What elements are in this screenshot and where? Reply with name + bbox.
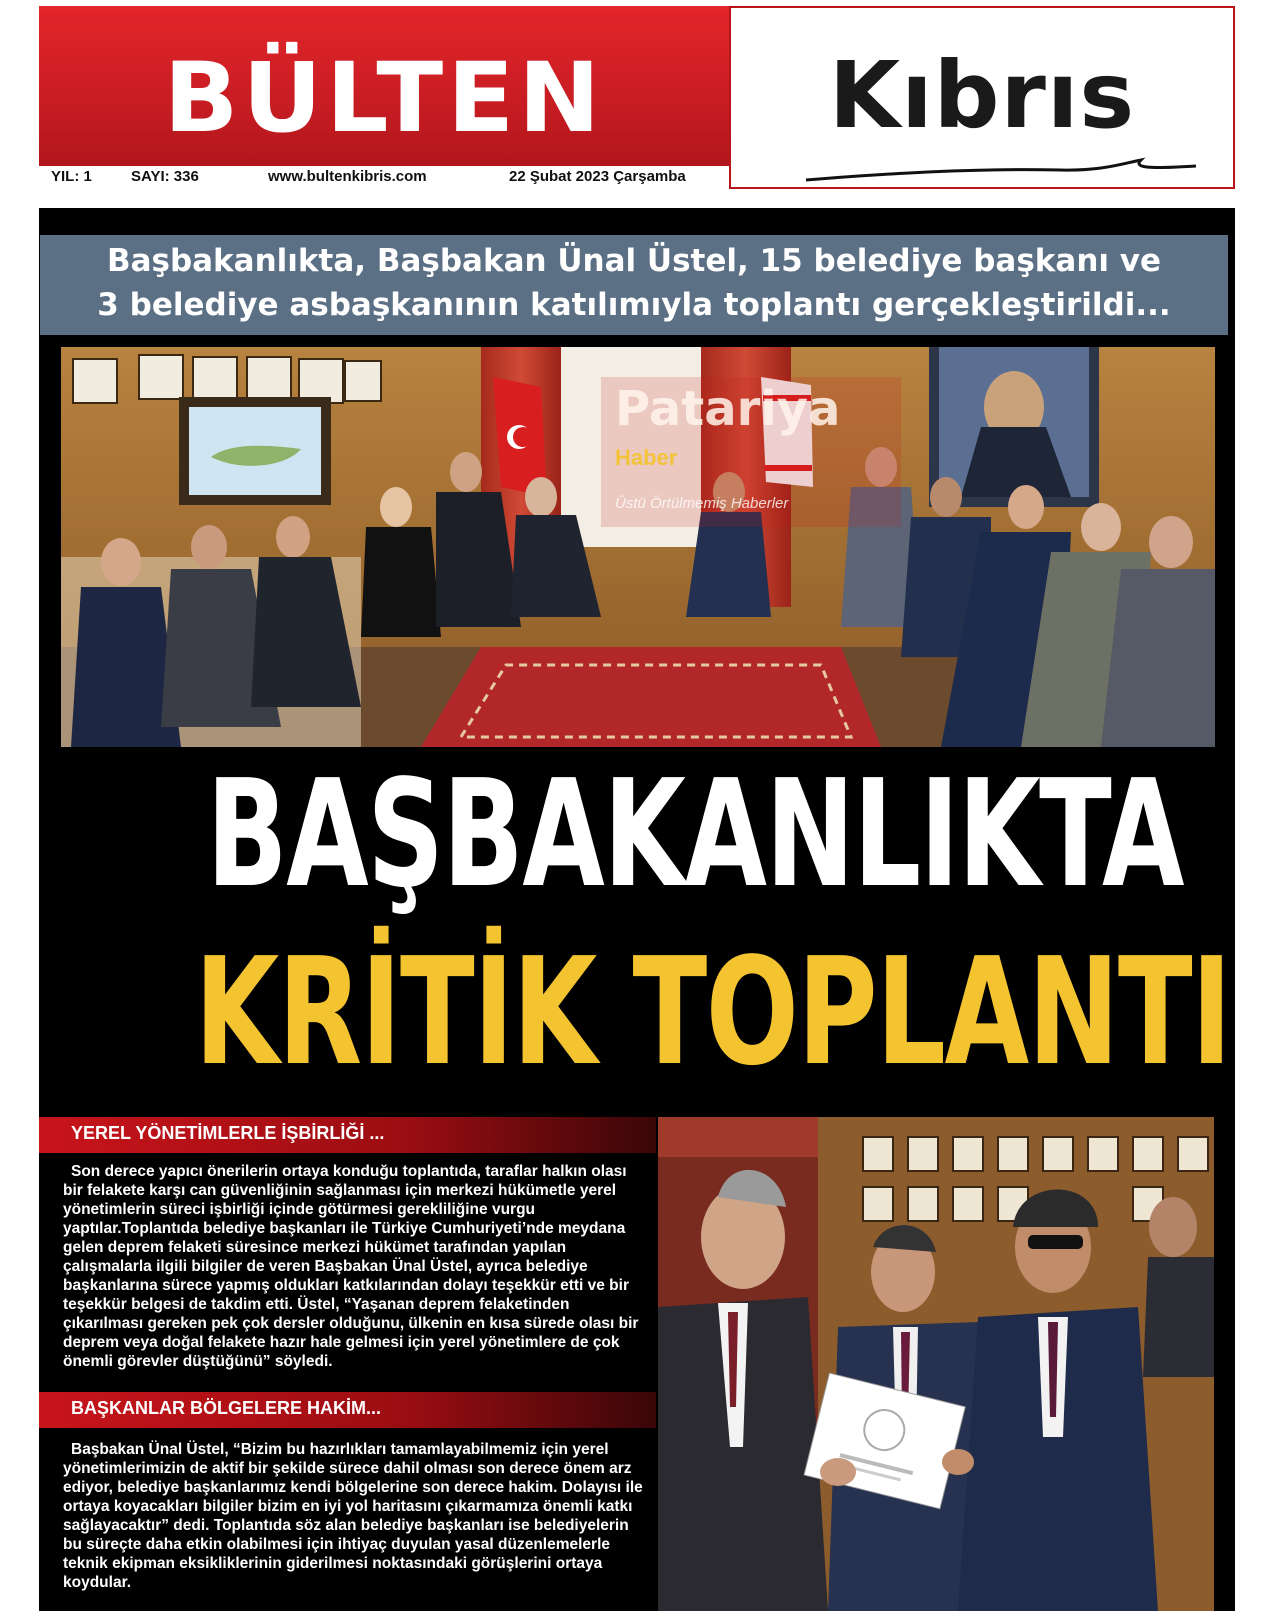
- section-1-text: Son derece yapıcı önerilerin ortaya konduğu toplantıda, taraflar halkın olası bir felakete karşı can güvenliğinin sağlanması için merkezi hükümetle yerel yönetimlerin süreci işbirliği içinde götürmesi gerekliliğine vurgu yaptılar.Toplantıda belediye başkanları ile Türkiye Cumhuriyeti’nde meydana gelen deprem felaketi süresince merkezi hükümet tarafından yapılan çalışmalarla ilgili bilgiler de veren Başbakan Ünal Üstel, ayrıca belediye başkanlarına sürece yapmış oldukları katkılarından dolayı teşekkür etti ve bir teşekkür belgesi de takdim etti. Üstel, “Yaşanan deprem felaketinden çıkarılması gereken pek çok dersler olduğunu, ülkenin en kısa sürede olası bir deprem veya doğal felakete hazır hale gelmesi için yerel yönetimlere de çok önemli görevler düştüğünü” söyledi.: [63, 1163, 639, 1370]
- section-2-title: BAŞKANLAR BÖLGELERE HAKİM...: [71, 1398, 381, 1418]
- issue-info-bar: [39, 166, 729, 189]
- subheadline-banner: [40, 235, 1228, 335]
- watermark-slogan: Üstü Örtülmemiş Haberler: [615, 495, 789, 512]
- brand-bulten: BÜLTEN: [163, 42, 605, 154]
- section-2-title-bar: [39, 1392, 656, 1428]
- masthead: [39, 6, 1235, 189]
- section-1-title-bar: [39, 1117, 656, 1153]
- masthead-white-block: [729, 6, 1235, 189]
- meeting-photo: [61, 347, 1215, 747]
- section-1-title: YEREL YÖNETİMLERLE İŞBİRLİĞİ ...: [71, 1123, 385, 1143]
- year-label: YIL: 1: [51, 168, 92, 185]
- website-link[interactable]: www.bultenkibris.com: [268, 168, 427, 185]
- brand-kibris: Kıbrıs: [828, 42, 1136, 149]
- masthead-red-block: [39, 6, 729, 189]
- headline-line-2: KRİTİK TOPLANTI: [194, 926, 1231, 1098]
- section-2-body: [63, 1440, 643, 1592]
- watermark-brand: Patariya: [615, 381, 841, 437]
- watermark-sub: Haber: [615, 445, 678, 470]
- section-1-body: [63, 1162, 643, 1371]
- section-2-text: Başbakan Ünal Üstel, “Bizim bu hazırlıkları tamamlayabilmemiz için yerel yönetimlerimizin de aktif bir şekilde sürece dahil olması son derece önem arz ediyor, belediye başkanlarımız kendi bölgelerine son derece hakim. Dolayısı ile ortaya koyacakları bilgiler bizim en iyi yol haritasını çıkarmamıza önemli katkı sağlayacaktır” dedi. Toplantıda söz alan belediye başkanları ise belediyelerin bu süreçte daha etkin olabilmesi için ihtiyaç duyulan yasal düzenlemelerle teknik ekipman eksikliklerinin giderilmesi noktasındaki görüşlerini ortaya koydular.: [63, 1441, 643, 1591]
- headline-line-1: BAŞBAKANLIKTA: [206, 748, 1184, 920]
- swoosh-decoration: [801, 156, 1201, 186]
- subheadline-line-2: 3 belediye asbaşkanının katılımıyla toplantı gerçekleştirildi...: [97, 287, 1171, 323]
- patariya-watermark: [601, 377, 901, 527]
- issue-label: SAYI: 336: [131, 168, 199, 185]
- certificate-photo: [658, 1117, 1214, 1611]
- subheadline-line-1: Başbakanlıkta, Başbakan Ünal Üstel, 15 belediye başkanı ve: [106, 243, 1162, 279]
- issue-date: 22 Şubat 2023 Çarşamba: [509, 168, 686, 185]
